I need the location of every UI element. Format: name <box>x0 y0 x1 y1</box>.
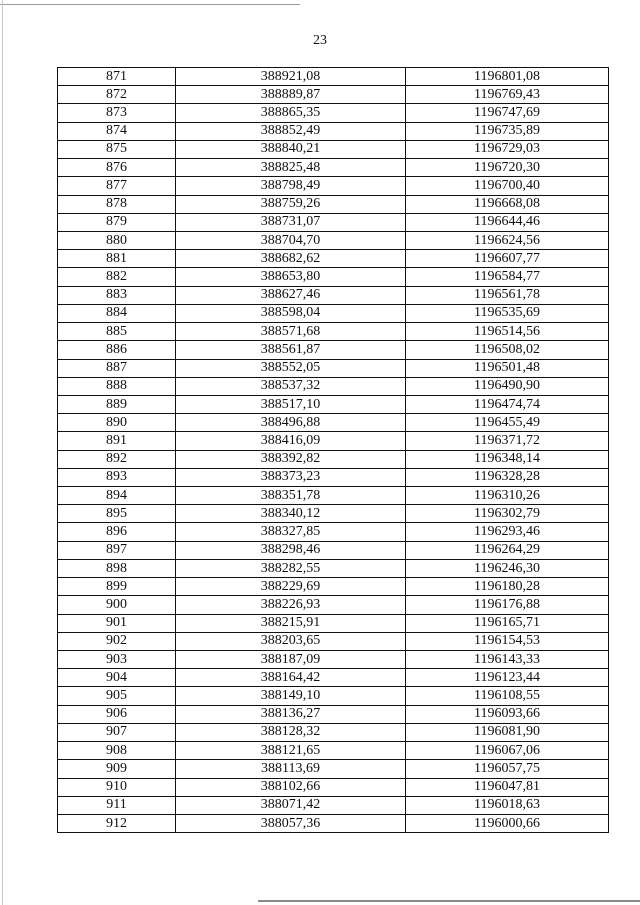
table-row <box>58 268 609 286</box>
y-coordinate-cell: 1196720,30 <box>406 159 609 177</box>
table-row <box>58 468 609 486</box>
x-coordinate-cell: 388057,36 <box>176 814 406 832</box>
point-number-cell: 884 <box>58 304 176 322</box>
y-coordinate-cell: 1196624,56 <box>406 231 609 249</box>
table-row <box>58 814 609 832</box>
table-row <box>58 796 609 814</box>
x-coordinate-cell: 388113,69 <box>176 760 406 778</box>
y-coordinate-cell: 1196264,29 <box>406 541 609 559</box>
y-coordinate-cell: 1196508,02 <box>406 341 609 359</box>
point-number-cell: 886 <box>58 341 176 359</box>
y-coordinate-cell: 1196455,49 <box>406 414 609 432</box>
page-number: 23 <box>313 33 327 48</box>
x-coordinate-cell: 388102,66 <box>176 778 406 796</box>
table-row <box>58 450 609 468</box>
point-number-cell: 910 <box>58 778 176 796</box>
table-row <box>58 505 609 523</box>
x-coordinate-cell: 388164,42 <box>176 669 406 687</box>
x-coordinate-cell: 388298,46 <box>176 541 406 559</box>
x-coordinate-cell: 388215,91 <box>176 614 406 632</box>
y-coordinate-cell: 1196018,63 <box>406 796 609 814</box>
table-row <box>58 778 609 796</box>
point-number-cell: 885 <box>58 323 176 341</box>
table-row <box>58 760 609 778</box>
coordinates-table <box>57 67 609 833</box>
point-number-cell: 909 <box>58 760 176 778</box>
x-coordinate-cell: 388340,12 <box>176 505 406 523</box>
y-coordinate-cell: 1196246,30 <box>406 559 609 577</box>
x-coordinate-cell: 388121,65 <box>176 742 406 760</box>
table-row <box>58 414 609 432</box>
point-number-cell: 894 <box>58 487 176 505</box>
y-coordinate-cell: 1196328,28 <box>406 468 609 486</box>
point-number-cell: 880 <box>58 231 176 249</box>
x-coordinate-cell: 388226,93 <box>176 596 406 614</box>
y-coordinate-cell: 1196302,79 <box>406 505 609 523</box>
scan-edge-bottom <box>258 900 640 902</box>
y-coordinate-cell: 1196501,48 <box>406 359 609 377</box>
x-coordinate-cell: 388071,42 <box>176 796 406 814</box>
point-number-cell: 881 <box>58 250 176 268</box>
point-number-cell: 878 <box>58 195 176 213</box>
table-row <box>58 341 609 359</box>
point-number-cell: 906 <box>58 705 176 723</box>
table-row <box>58 68 609 86</box>
point-number-cell: 904 <box>58 669 176 687</box>
table-row <box>58 195 609 213</box>
point-number-cell: 892 <box>58 450 176 468</box>
point-number-cell: 903 <box>58 651 176 669</box>
y-coordinate-cell: 1196801,08 <box>406 68 609 86</box>
point-number-cell: 907 <box>58 723 176 741</box>
x-coordinate-cell: 388327,85 <box>176 523 406 541</box>
y-coordinate-cell: 1196735,89 <box>406 122 609 140</box>
point-number-cell: 891 <box>58 432 176 450</box>
y-coordinate-cell: 1196176,88 <box>406 596 609 614</box>
point-number-cell: 897 <box>58 541 176 559</box>
x-coordinate-cell: 388517,10 <box>176 395 406 413</box>
point-number-cell: 900 <box>58 596 176 614</box>
y-coordinate-cell: 1196000,66 <box>406 814 609 832</box>
x-coordinate-cell: 388865,35 <box>176 104 406 122</box>
table-row <box>58 669 609 687</box>
x-coordinate-cell: 388627,46 <box>176 286 406 304</box>
y-coordinate-cell: 1196490,90 <box>406 377 609 395</box>
table-row <box>58 432 609 450</box>
point-number-cell: 912 <box>58 814 176 832</box>
table-row <box>58 213 609 231</box>
table-row <box>58 104 609 122</box>
point-number-cell: 902 <box>58 632 176 650</box>
x-coordinate-cell: 388731,07 <box>176 213 406 231</box>
table-row <box>58 523 609 541</box>
table-row <box>58 614 609 632</box>
point-number-cell: 877 <box>58 177 176 195</box>
x-coordinate-cell: 388149,10 <box>176 687 406 705</box>
table-row <box>58 359 609 377</box>
point-number-cell: 879 <box>58 213 176 231</box>
x-coordinate-cell: 388136,27 <box>176 705 406 723</box>
point-number-cell: 911 <box>58 796 176 814</box>
point-number-cell: 887 <box>58 359 176 377</box>
x-coordinate-cell: 388852,49 <box>176 122 406 140</box>
x-coordinate-cell: 388187,09 <box>176 651 406 669</box>
table-row <box>58 122 609 140</box>
y-coordinate-cell: 1196108,55 <box>406 687 609 705</box>
point-number-cell: 889 <box>58 395 176 413</box>
x-coordinate-cell: 388840,21 <box>176 140 406 158</box>
x-coordinate-cell: 388537,32 <box>176 377 406 395</box>
x-coordinate-cell: 388704,70 <box>176 231 406 249</box>
x-coordinate-cell: 388561,87 <box>176 341 406 359</box>
point-number-cell: 895 <box>58 505 176 523</box>
y-coordinate-cell: 1196561,78 <box>406 286 609 304</box>
table-row <box>58 177 609 195</box>
y-coordinate-cell: 1196474,74 <box>406 395 609 413</box>
point-number-cell: 888 <box>58 377 176 395</box>
x-coordinate-cell: 388571,68 <box>176 323 406 341</box>
y-coordinate-cell: 1196607,77 <box>406 250 609 268</box>
x-coordinate-cell: 388759,26 <box>176 195 406 213</box>
table-row <box>58 632 609 650</box>
table-row <box>58 286 609 304</box>
y-coordinate-cell: 1196180,28 <box>406 578 609 596</box>
y-coordinate-cell: 1196293,46 <box>406 523 609 541</box>
y-coordinate-cell: 1196584,77 <box>406 268 609 286</box>
y-coordinate-cell: 1196769,43 <box>406 86 609 104</box>
coordinates-table-body <box>58 68 609 833</box>
table-row <box>58 687 609 705</box>
y-coordinate-cell: 1196644,46 <box>406 213 609 231</box>
y-coordinate-cell: 1196165,71 <box>406 614 609 632</box>
table-row <box>58 395 609 413</box>
x-coordinate-cell: 388798,49 <box>176 177 406 195</box>
point-number-cell: 874 <box>58 122 176 140</box>
y-coordinate-cell: 1196747,69 <box>406 104 609 122</box>
y-coordinate-cell: 1196700,40 <box>406 177 609 195</box>
table-row <box>58 86 609 104</box>
scan-edge-top <box>0 4 300 5</box>
y-coordinate-cell: 1196535,69 <box>406 304 609 322</box>
x-coordinate-cell: 388889,87 <box>176 86 406 104</box>
y-coordinate-cell: 1196093,66 <box>406 705 609 723</box>
y-coordinate-cell: 1196371,72 <box>406 432 609 450</box>
point-number-cell: 899 <box>58 578 176 596</box>
point-number-cell: 898 <box>58 559 176 577</box>
y-coordinate-cell: 1196047,81 <box>406 778 609 796</box>
point-number-cell: 882 <box>58 268 176 286</box>
table-row <box>58 651 609 669</box>
table-row <box>58 140 609 158</box>
x-coordinate-cell: 388416,09 <box>176 432 406 450</box>
y-coordinate-cell: 1196310,26 <box>406 487 609 505</box>
x-coordinate-cell: 388282,55 <box>176 559 406 577</box>
table-row <box>58 304 609 322</box>
table-row <box>58 487 609 505</box>
x-coordinate-cell: 388128,32 <box>176 723 406 741</box>
x-coordinate-cell: 388373,23 <box>176 468 406 486</box>
y-coordinate-cell: 1196057,75 <box>406 760 609 778</box>
point-number-cell: 876 <box>58 159 176 177</box>
x-coordinate-cell: 388825,48 <box>176 159 406 177</box>
x-coordinate-cell: 388552,05 <box>176 359 406 377</box>
x-coordinate-cell: 388229,69 <box>176 578 406 596</box>
table-row <box>58 559 609 577</box>
y-coordinate-cell: 1196154,53 <box>406 632 609 650</box>
table-row <box>58 742 609 760</box>
x-coordinate-cell: 388682,62 <box>176 250 406 268</box>
point-number-cell: 872 <box>58 86 176 104</box>
x-coordinate-cell: 388392,82 <box>176 450 406 468</box>
point-number-cell: 871 <box>58 68 176 86</box>
point-number-cell: 873 <box>58 104 176 122</box>
x-coordinate-cell: 388653,80 <box>176 268 406 286</box>
y-coordinate-cell: 1196668,08 <box>406 195 609 213</box>
point-number-cell: 875 <box>58 140 176 158</box>
table-row <box>58 541 609 559</box>
table-row <box>58 705 609 723</box>
y-coordinate-cell: 1196729,03 <box>406 140 609 158</box>
point-number-cell: 896 <box>58 523 176 541</box>
x-coordinate-cell: 388351,78 <box>176 487 406 505</box>
y-coordinate-cell: 1196348,14 <box>406 450 609 468</box>
point-number-cell: 905 <box>58 687 176 705</box>
table-row <box>58 596 609 614</box>
table-row <box>58 723 609 741</box>
y-coordinate-cell: 1196143,33 <box>406 651 609 669</box>
point-number-cell: 890 <box>58 414 176 432</box>
y-coordinate-cell: 1196067,06 <box>406 742 609 760</box>
point-number-cell: 893 <box>58 468 176 486</box>
y-coordinate-cell: 1196081,90 <box>406 723 609 741</box>
table-row <box>58 231 609 249</box>
table-row <box>58 578 609 596</box>
table-row <box>58 377 609 395</box>
y-coordinate-cell: 1196514,56 <box>406 323 609 341</box>
point-number-cell: 883 <box>58 286 176 304</box>
table-row <box>58 159 609 177</box>
scan-edge-left <box>2 0 3 905</box>
x-coordinate-cell: 388203,65 <box>176 632 406 650</box>
y-coordinate-cell: 1196123,44 <box>406 669 609 687</box>
point-number-cell: 901 <box>58 614 176 632</box>
table-row <box>58 323 609 341</box>
x-coordinate-cell: 388921,08 <box>176 68 406 86</box>
x-coordinate-cell: 388598,04 <box>176 304 406 322</box>
table-row <box>58 250 609 268</box>
x-coordinate-cell: 388496,88 <box>176 414 406 432</box>
point-number-cell: 908 <box>58 742 176 760</box>
